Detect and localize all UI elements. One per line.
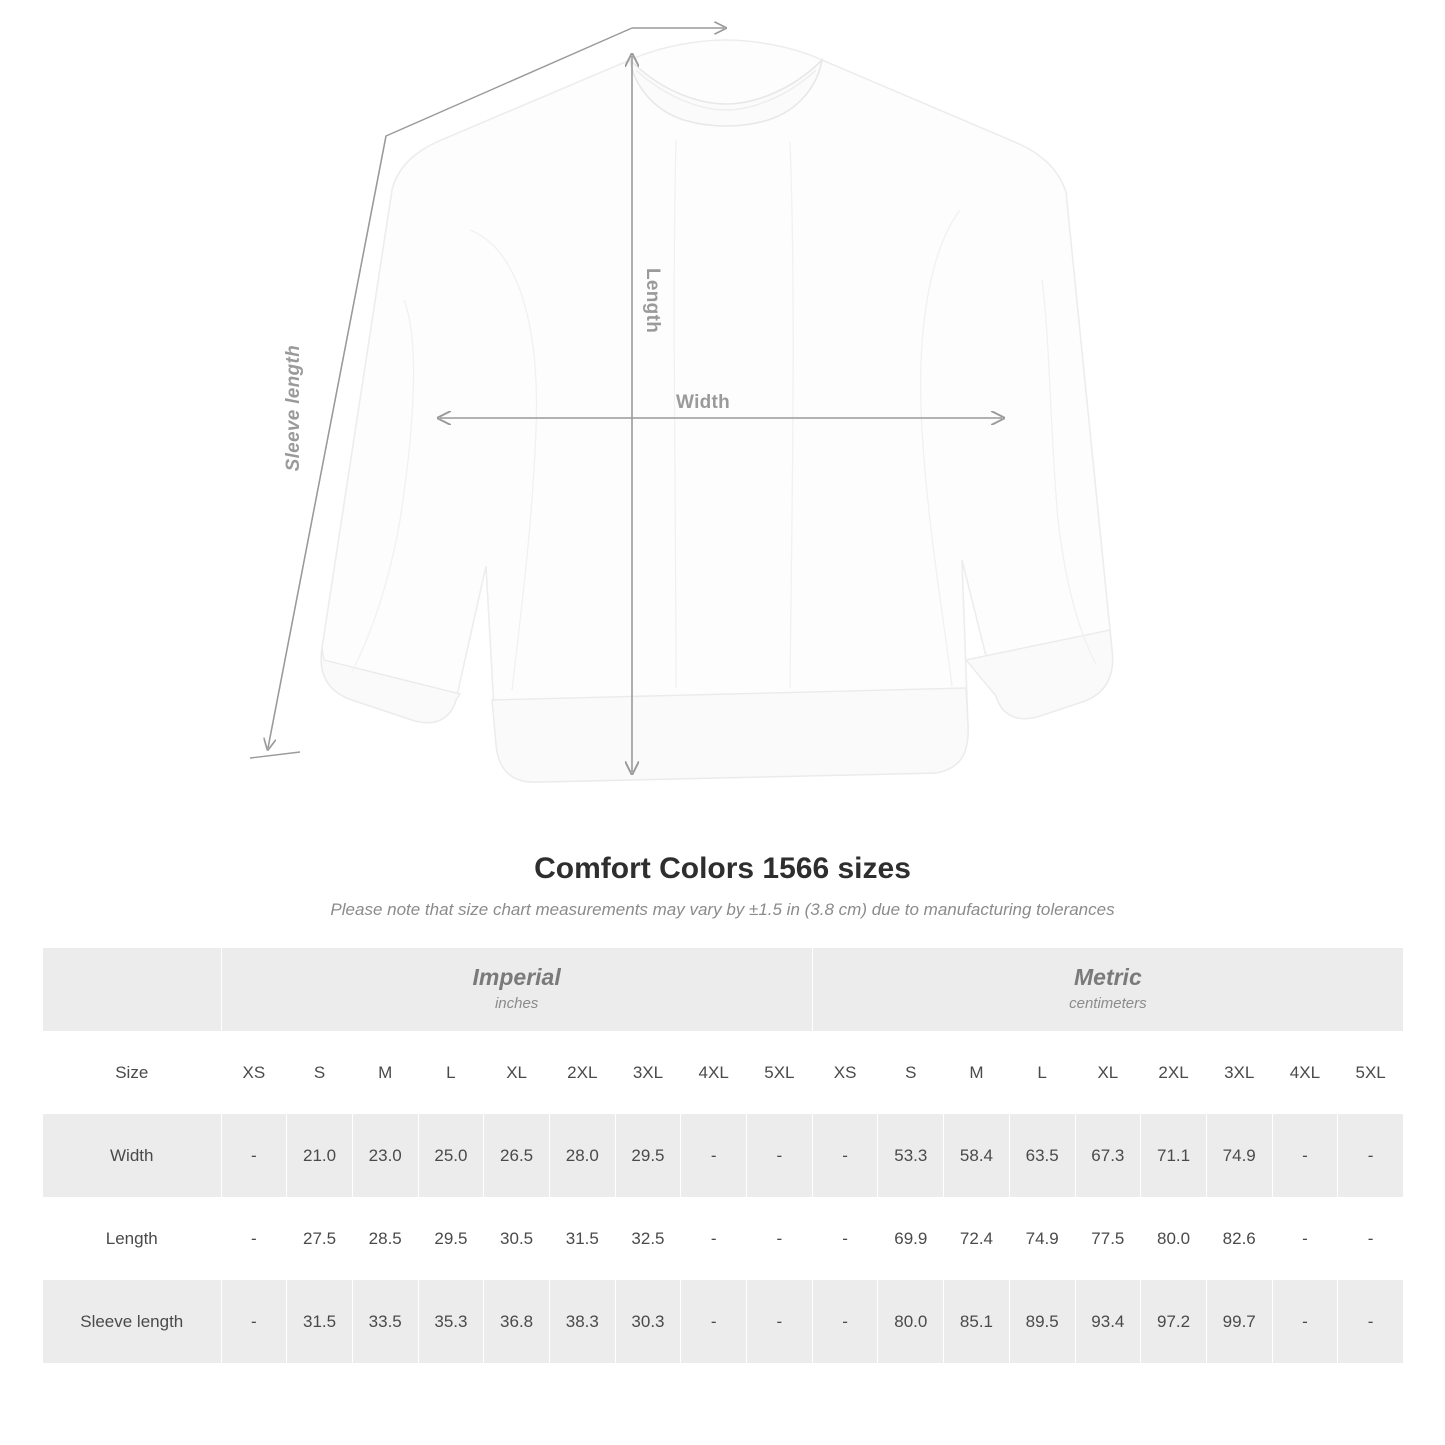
- size-header-cell: 4XL: [681, 1031, 747, 1114]
- measurement-cell: 30.5: [484, 1197, 550, 1280]
- size-table-container: [43, 948, 1402, 1363]
- measurement-cell: 74.9: [1009, 1197, 1075, 1280]
- size-header-cell: M: [352, 1031, 418, 1114]
- size-header-cell: 2XL: [1141, 1031, 1207, 1114]
- size-header-cell: L: [418, 1031, 484, 1114]
- unit-header-spacer: [43, 948, 221, 1031]
- measurement-cell: 69.9: [878, 1197, 944, 1280]
- size-header-cell: L: [1009, 1031, 1075, 1114]
- width-label: Width: [676, 392, 731, 413]
- measurement-cell: 33.5: [352, 1280, 418, 1363]
- unit-group-metric: [812, 948, 1403, 1031]
- size-header-cell: XL: [484, 1031, 550, 1114]
- measurement-cell: -: [681, 1197, 747, 1280]
- size-header-cell: XS: [221, 1031, 287, 1114]
- measurement-cell: 30.3: [615, 1280, 681, 1363]
- measurement-cell: -: [681, 1280, 747, 1363]
- size-header-cell: 3XL: [615, 1031, 681, 1114]
- measurement-cell: 38.3: [549, 1280, 615, 1363]
- measurement-cell: 28.5: [352, 1197, 418, 1280]
- measurement-cell: 58.4: [944, 1114, 1010, 1197]
- measurement-cell: 25.0: [418, 1114, 484, 1197]
- measurement-cell: 80.0: [1141, 1197, 1207, 1280]
- row-label: Sleeve length: [43, 1280, 221, 1363]
- measurement-cell: -: [1272, 1197, 1338, 1280]
- measurement-cell: -: [1272, 1114, 1338, 1197]
- measurement-cell: 36.8: [484, 1280, 550, 1363]
- unit-group-name: Metric: [1074, 964, 1142, 991]
- measurement-cell: 71.1: [1141, 1114, 1207, 1197]
- table-row: [43, 1280, 1404, 1363]
- tolerance-note: Please note that size chart measurements may vary by ±1.5 in (3.8 cm) due to manufacturing tolerances: [330, 900, 1115, 919]
- size-table: [43, 948, 1404, 1363]
- measurement-cell: 31.5: [549, 1197, 615, 1280]
- size-header-label: Size: [43, 1031, 221, 1114]
- measurement-cell: 67.3: [1075, 1114, 1141, 1197]
- measurement-cell: 93.4: [1075, 1280, 1141, 1363]
- measurement-cell: 26.5: [484, 1114, 550, 1197]
- measurement-cell: 72.4: [944, 1197, 1010, 1280]
- measurement-cell: 89.5: [1009, 1280, 1075, 1363]
- measurement-cell: -: [747, 1280, 813, 1363]
- unit-group-sub: inches: [494, 994, 539, 1012]
- sleeve-length-label: Sleeve length: [283, 345, 304, 472]
- measurement-cell: -: [221, 1280, 287, 1363]
- row-label: Length: [43, 1197, 221, 1280]
- measurement-cell: 31.5: [287, 1280, 353, 1363]
- measurement-cell: 27.5: [287, 1197, 353, 1280]
- size-header-cell: 4XL: [1272, 1031, 1338, 1114]
- measurement-cell: -: [221, 1197, 287, 1280]
- measurement-cell: -: [1338, 1114, 1404, 1197]
- measurement-cell: 82.6: [1206, 1197, 1272, 1280]
- measurement-cell: 53.3: [878, 1114, 944, 1197]
- size-header-row: [43, 1031, 1404, 1114]
- unit-group-name: Imperial: [472, 964, 561, 991]
- measurement-cell: 29.5: [418, 1197, 484, 1280]
- size-header-cell: XL: [1075, 1031, 1141, 1114]
- row-label: Width: [43, 1114, 221, 1197]
- measurement-cell: 85.1: [944, 1280, 1010, 1363]
- size-header-cell: S: [878, 1031, 944, 1114]
- table-row: [43, 1197, 1404, 1280]
- measurement-cell: -: [747, 1114, 813, 1197]
- measurement-cell: 35.3: [418, 1280, 484, 1363]
- measurement-cell: -: [812, 1197, 878, 1280]
- measurement-cell: -: [1272, 1280, 1338, 1363]
- measurement-cell: -: [747, 1197, 813, 1280]
- size-header-cell: 3XL: [1206, 1031, 1272, 1114]
- measurement-cell: 32.5: [615, 1197, 681, 1280]
- measurement-cell: 80.0: [878, 1280, 944, 1363]
- size-header-cell: 5XL: [747, 1031, 813, 1114]
- title-block: [0, 852, 1445, 920]
- size-header-cell: 5XL: [1338, 1031, 1404, 1114]
- measurement-cell: -: [1338, 1197, 1404, 1280]
- measurement-cell: -: [812, 1280, 878, 1363]
- measurement-cell: 99.7: [1206, 1280, 1272, 1363]
- measurement-cell: 77.5: [1075, 1197, 1141, 1280]
- measurement-cell: 97.2: [1141, 1280, 1207, 1363]
- unit-group-imperial: [221, 948, 812, 1031]
- measurement-cell: -: [812, 1114, 878, 1197]
- measurement-cell: 74.9: [1206, 1114, 1272, 1197]
- size-header-cell: XS: [812, 1031, 878, 1114]
- size-header-cell: M: [944, 1031, 1010, 1114]
- size-header-cell: 2XL: [549, 1031, 615, 1114]
- size-header-cell: S: [287, 1031, 353, 1114]
- measurement-cell: 29.5: [615, 1114, 681, 1197]
- measurement-cell: 23.0: [352, 1114, 418, 1197]
- measurement-cell: 28.0: [549, 1114, 615, 1197]
- unit-header-row: [43, 948, 1404, 1031]
- measurement-cell: -: [221, 1114, 287, 1197]
- page-title: Comfort Colors 1566 sizes: [534, 852, 911, 885]
- length-label: Length: [642, 268, 663, 334]
- table-row: [43, 1114, 1404, 1197]
- measurement-cell: 21.0: [287, 1114, 353, 1197]
- measurement-cell: 63.5: [1009, 1114, 1075, 1197]
- unit-group-sub: centimeters: [1069, 994, 1147, 1012]
- measurement-cell: -: [1338, 1280, 1404, 1363]
- measurement-cell: -: [681, 1114, 747, 1197]
